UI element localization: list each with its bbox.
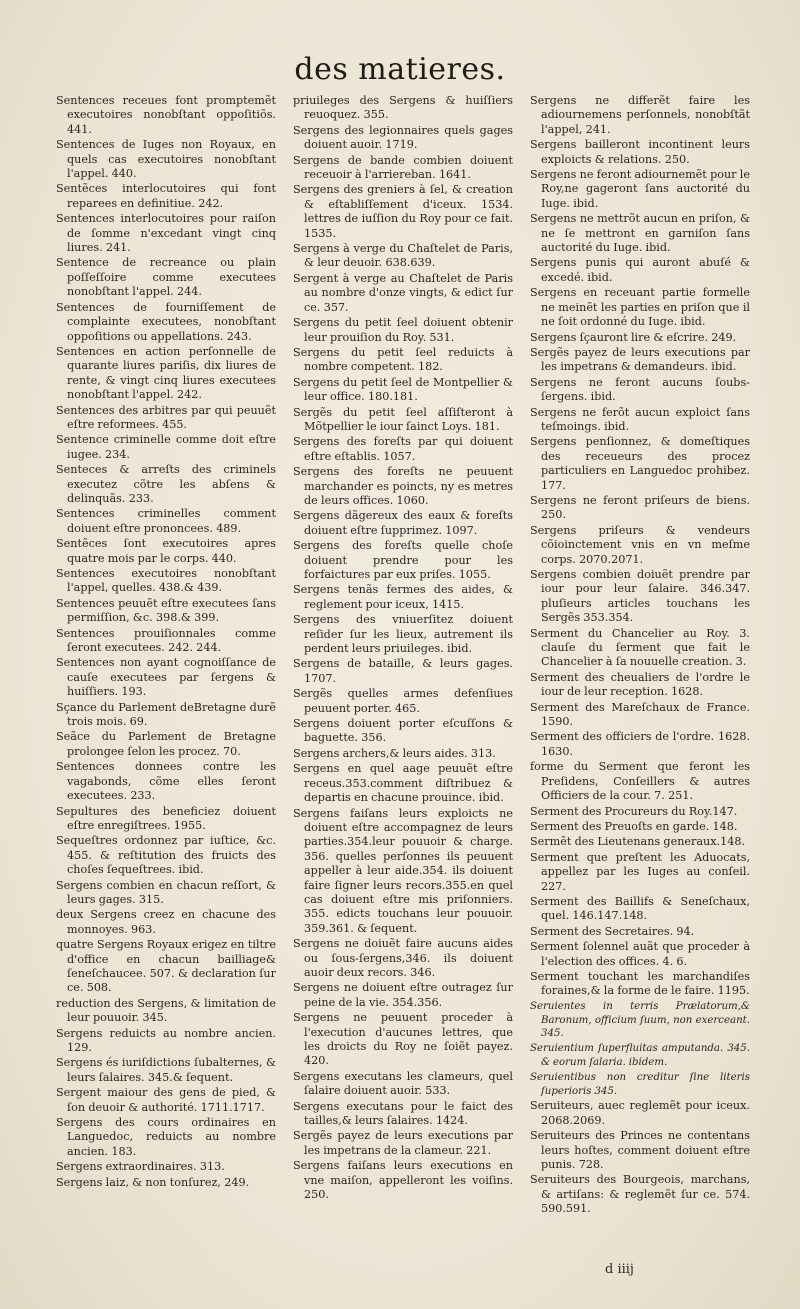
index-entry: Sergens des vniuerſitez doiuent reſider ſur les lieux, autrement ils perdent leurs priuileges. ibid. [293,613,513,656]
index-entry: Sergẽs du petit ſeel aſſiſteront à Mõtpellier le iour ſainct Loys. 181. [293,405,513,433]
index-entry: Sequeſtres ordonnez par iuſtice, &c. 455. & reſtitution des fruicts des choſes ſequeſtrees. ibid. [56,834,276,877]
index-entry: Seruientes in terris Prælatorum,& Baronum, officium ſuum, non exerceant. 345. [530,1000,750,1040]
index-entry: Sergens punis qui auront abuſé & excedé. ibid. [530,256,750,284]
index-entry: Sergens des foreſts ne peuuent marchander es poincts, ny es metres de leurs offices. 1060. [293,465,513,507]
index-entry: Sergens ne feront aucuns ſoubs-ſergens. ibid. [530,375,750,404]
index-entry: Seãce du Parlement de Bretagne prolongee ſelon les procez. 70. [56,730,276,758]
index-entry: Sergens du petit ſeel doiuent obtenir leur prouiſion du Roy. 531. [293,316,513,344]
index-entry: Serment que preſtent les Aduocats, appellez par les Iuges au conſeil. 227. [530,850,750,893]
index-entry: Sergens faiſans leurs exploicts ne doiuent eſtre accompagnez de leurs parties.354.leur pouuoir & charge. 356. quelles perſonnes ils peuuent appeller à leur aide.354. ils doiuent faire ſigner leurs recors.355.en quel cas doiuent eſtre mis priſonniers. 355. edicts touchans leur pouuoir. 359.361. & ſequent. [293,806,513,935]
index-entry: Serment des Secretaires. 94. [530,924,695,938]
index-entry: Sergens des foreſts quelle choſe doiuent prendre pour les forfaictures par eux priſes. 1055. [293,539,513,581]
index-entry: Seruiteurs, auec reglemẽt pour iceux. 2068.2069. [530,1099,750,1127]
index-entry: Sermẽt des Lieutenans generaux.148. [530,835,746,849]
index-entry: Sergens des greniers à ſel, & creation & eſtabliſſement d'iceux. 1534. lettres de iuſſion du Roy pour ce fait. 1535. [293,183,513,240]
index-entry: Sergẽs payez de leurs executions par les impetrans de la clameur. 221. [293,1129,513,1157]
index-entry: Sergens du petit ſeel de Montpellier & leur office. 180.181. [293,375,513,404]
index-entry: Sentence de recreance ou plain poſſeſſoire comme executees nonobſtant l'appel. 244. [56,256,276,299]
index-entry: Sergent à verge au Chaſtelet de Paris au nombre d'onze vingts, & edict ſur ce. 357. [293,271,513,314]
index-entry: deux Sergens creez en chacune des monnoyes. 963. [56,908,276,936]
index-entry: Serment des cheualiers de l'ordre le iour de leur reception. 1628. [530,670,750,699]
index-entry: Sentẽces ſont executoires apres quatre mois par le corps. 440. [56,537,276,565]
index-entry: Sergens priſeurs & vendeurs cõioinctement vnis en vn meſme corps. 2070.2071. [530,523,750,566]
index-entry: Sergens tenãs fermes des aides, & reglement pour iceux, 1415. [293,583,513,611]
index-entry: reduction des Sergens, & limitation de leur pouuoir. 345. [56,996,276,1025]
index-entry: Serment des Procureurs du Roy.147. [530,804,738,818]
index-entry: Sergent maiour des gens de pied, & ſon deuoir & authorité. 1711.1717. [56,1086,276,1114]
index-entry: Serment des officiers de l'ordre. 1628. 1630. [530,730,750,758]
index-entry: Serment touchant les marchandiſes foraines,& la forme de le faire. 1195. [530,969,750,998]
index-entry: Sergens des foreſts par qui doiuent eſtre eſtablis. 1057. [293,435,513,463]
index-entry: Sergens du petit ſeel reduicts à nombre competent. 182. [293,345,513,374]
index-entry: Sentences non ayant cognoiſſance de cauſe executees par ſergens & huiſſiers. 193. [56,656,276,699]
index-entry: priuileges des Sergens & huiſſiers reuoquez. 355. [293,94,513,122]
index-entry: Sergens ne differẽt faire les adiournemens perſonnels, nonobſtãt l'appel, 241. [530,94,750,136]
index-entry: Sergens des cours ordinaires en Languedoc, reduicts au nombre ancien. 183. [56,1116,276,1158]
index-entry: Sergens à verge du Chaſtelet de Paris, & leur deuoir. 638.639. [293,242,513,270]
index-entry: Sergens archers,& leurs aides. 313. [293,746,496,760]
index-entry: Sergens combien en chacun reſſort, & leurs gages. 315. [56,878,276,906]
index-entry: Sentences prouiſionnales comme ſeront executees. 242. 244. [56,626,276,655]
index-entry: Sentences de Iuges non Royaux, en quels cas executoires nonobſtant l'appel. 440. [56,138,276,181]
index-entry: Sentences en action perſonnelle de quarante liures pariſis, dix liures de rente, & vingt cinq liures executees nonobſtant l'appel. 242. [56,344,276,402]
index-entry: Sergens ne feront adiournemẽt pour le Roy,ne gageront ſans auctorité du Iuge. ibid. [530,168,750,210]
index-entry: Sergens executans les clameurs, quel ſalaire doiuent auoir. 533. [293,1069,513,1098]
index-entry: Seruiteurs des Bourgeois, marchans, & artiſans: & reglemẽt ſur ce. 574. 590.591. [530,1173,750,1216]
index-entry: Seruiteurs des Princes ne contentans leurs hoſtes, comment doiuent eſtre punis. 728. [530,1129,750,1171]
index-entry: Sergens laiz, & non tonſurez, 249. [56,1175,250,1189]
index-entry: Sergens ne mettrõt aucun en priſon, & ne ſe mettront en garniſon ſans auctorité du Iuge. ibid. [530,212,750,255]
index-entry: Sergens ne doiuent eſtre outragez ſur peine de la vie. 354.356. [293,981,513,1009]
index-column-left [56,94,276,1294]
index-entry: Sentence criminelle comme doit eſtre iugee. 234. [56,433,276,461]
index-entry: Sentences peuuẽt eſtre executees ſans permiſſion, &c. 398.& 399. [56,596,276,625]
index-entry: Sergens extraordinaires. 313. [56,1160,225,1174]
index-entry: Sçance du Parlement deBretagne durẽ trois mois. 69. [56,700,276,729]
index-entry: Sergens ne ferõt aucun exploict ſans teſmoings. ibid. [530,405,750,433]
index-entry: Sentences des arbitres par qui peuuẽt eſtre reformees. 455. [56,403,276,431]
index-entry: Sergens ne feront priſeurs de biens. 250. [530,493,750,522]
index-entry: Seruientium ſuperfluitas amputanda. 345. & eorum ſalaria. ibidem. [530,1043,750,1068]
index-entry: Sergens ne peuuent proceder à l'execution d'aucunes lettres, que les droicts du Roy ne ſoiẽt payez. 420. [293,1011,513,1068]
index-columns [56,94,752,1294]
index-entry: Sergens dãgereux des eaux & foreſts doiuent eſtre ſupprimez. 1097. [293,509,513,537]
index-entry: Sepultures des beneficiez doiuent eſtre enregiſtrees. 1955. [56,804,276,832]
index-entry: Sentences de fourniſſement de complainte executees, nonobſtant oppoſitions ou appellations. 243. [56,300,276,343]
index-entry: Sergens és iuriſdictions ſubalternes, & leurs ſalaires. 345.& ſequent. [56,1056,276,1084]
index-entry: Sergens penſionnez, & domeſtiques des receueurs des procez particuliers en Languedoc prohibez. 177. [530,435,750,492]
index-entry: Sergẽs quelles armes defenſiues peuuent porter. 465. [293,687,513,715]
index-entry: Serment des Preuoſts en garde. 148. [530,819,738,833]
index-entry: Sentẽces interlocutoires qui font reparees en definitiue. 242. [56,182,276,210]
index-entry: Sergens de bande combien doiuent receuoir à l'arriereban. 1641. [293,153,513,182]
index-entry: Sergens en receuant partie formelle ne meinẽt les parties en priſon que il ne ſoit ordonné du Iuge. ibid. [530,286,750,329]
index-entry: Sentences criminelles comment doiuent eſtre prononcees. 489. [56,507,276,535]
index-entry: Sentences donnees contre les vagabonds, cõme elles ſeront executees. 233. [56,760,276,803]
index-entry: Serment du Chancelier au Roy. 3. clauſe du ſerment que fait le Chancelier à ſa nouuelle creation. 3. [530,626,750,669]
index-entry: Seruientibus non creditur ſine literis ſuperioris 345. [530,1071,750,1097]
index-column-right [530,94,750,1294]
index-entry: forme du Serment que feront les Preſidens, Conſeillers & autres Officiers de la cour. 7. 251. [530,760,750,803]
index-entry: Sergens doiuent porter eſcuſſons & baguette. 356. [293,717,513,745]
index-entry: Sentences executoires nonobſtant l'appel, quelles. 438.& 439. [56,567,276,595]
index-entry: Sergens combien doiuẽt prendre par iour pour leur ſalaire. 346.347. pluſieurs articles touchans les Sergẽs 353.354. [530,568,750,625]
signature-mark: d iiij [605,1262,634,1277]
page-title: des matieres. [294,52,506,87]
index-entry: Sergens de bataille, & leurs gages. 1707. [293,657,513,685]
index-entry: Sergens executans pour le faict des tailles,& leurs ſalaires. 1424. [293,1099,513,1128]
index-entry: Serment ſolennel auãt que proceder à l'election des offices. 4. 6. [530,940,750,968]
index-entry: Sergens faiſans leurs executions en vne maiſon, appelleront les voiſins. 250. [293,1159,513,1202]
index-entry: Sergens des legionnaires quels gages doiuent auoir. 1719. [293,123,513,152]
index-entry: Sergens ne doiuẽt faire aucuns aides ou ſous-ſergens,346. ils doiuent auoir deux recors. 346. [293,937,513,979]
index-entry: Sergens reduicts au nombre ancien. 129. [56,1026,276,1054]
index-column-middle [293,94,513,1294]
index-entry: Sentences receues font promptemẽt executoires nonobſtant oppoſitiõs. 441. [56,94,276,136]
index-entry: Sentences interlocutoires pour raiſon de ſomme n'excedant vingt cinq liures. 241. [56,212,276,255]
index-entry: Serment des Mareſchaux de France. 1590. [530,700,750,729]
index-entry: Sergens ſçauront lire & eſcrire. 249. [530,330,737,344]
index-entry: quatre Sergens Royaux erigez en tiltre d'office en chacun bailliage& ſeneſchaucee. 507. & declaration ſur ce. 508. [56,938,276,995]
index-entry: Sergens en quel aage peuuẽt eſtre receus.353.comment diſtribuez & departis en chacune prouince. ibid. [293,762,513,805]
index-entry: Sergẽs payez de leurs executions par les impetrans & demandeurs. ibid. [530,345,750,374]
index-entry: Sergens bailleront incontinent leurs exploicts & relations. 250. [530,138,750,166]
index-entry: Serment des Baillifs & Seneſchaux, quel. 146.147.148. [530,894,750,923]
index-entry: Senteces & arreſts des criminels executez cõtre les abſens & delinquãs. 233. [56,463,276,505]
